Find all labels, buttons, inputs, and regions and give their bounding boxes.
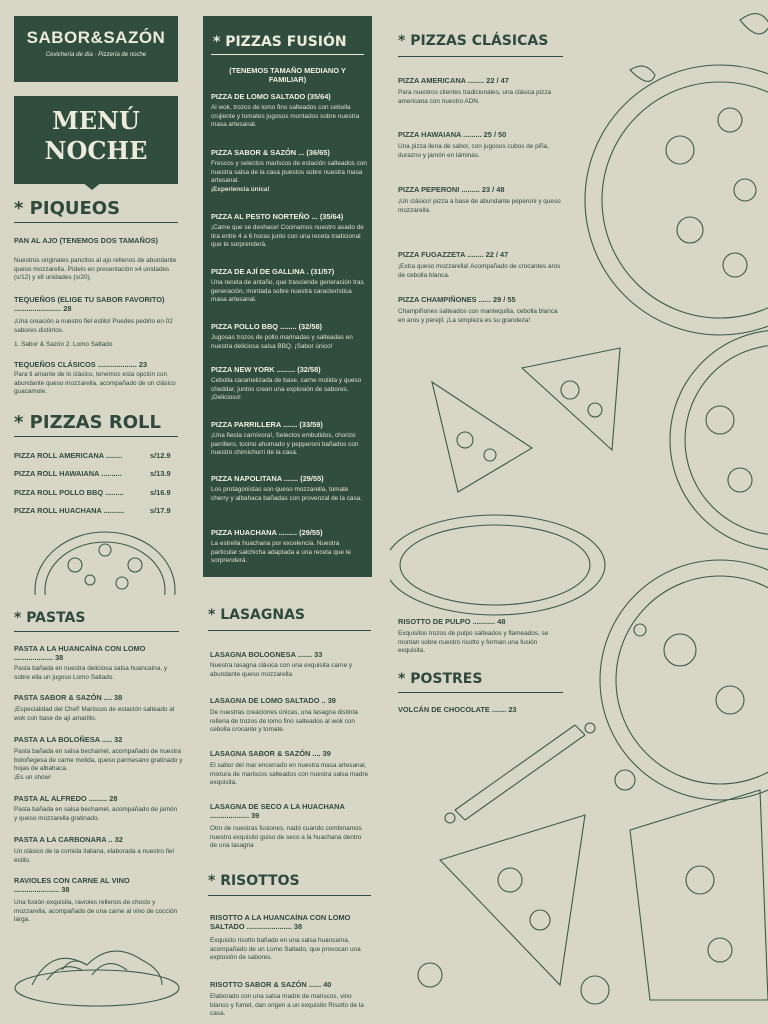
clasica-item-desc: Una pizza llena de sabor, con jugosos cubos de piña, durazno y jamón en láminas. (398, 143, 549, 159)
lasagna-item-name: LASAGNA BOLOGNESA ....... 33 (210, 650, 323, 659)
clasica-item-name: PIZZA FUGAZZETA ........ 22 / 47 (398, 250, 509, 259)
fusion-item-name: PIZZA PARRILLERA ....... (33/59) (211, 420, 323, 429)
fusion-item-name: PIZZA SABOR & SAZÓN ... (36/65) (211, 148, 330, 157)
fusion-item-desc: Jugosas trozos de pollo marinadas y salteadas en nuestra deliciosa salsa BBQ. ¡Sabor único! (211, 334, 353, 350)
postres-rule (398, 692, 563, 693)
pizzas-fusion-rule (211, 54, 364, 55)
brand-logo (14, 16, 178, 82)
clasica-item-name: PIZZA AMERICANA ........ 22 / 47 (398, 76, 509, 85)
pizzas-clasicas-heading: * PIZZAS CLÁSICAS (398, 33, 549, 49)
clasica-item-name: PIZZA PEPERONI ......... 23 / 48 (398, 185, 505, 194)
risotto-item-desc: Exquisito risotto bañado en una salsa huancaína, acompañado de un Lomo Saltado, que provocan una explosión de sabores. (210, 937, 361, 962)
pasta-item-name: PASTA AL ALFREDO ......... 28 (14, 794, 118, 803)
brand-tagline: Cevichería de día · Pizzería de noche (45, 52, 147, 58)
fusion-item-desc: Una receta de antaño, que trasciende generación tras generación, montada sobre nuestra característica masa artesanal. (211, 279, 364, 304)
pizzas-fusion-note: (TENEMOS TAMAÑO MEDIANO Y FAMILIAR) (229, 66, 346, 84)
fusion-item-desc: Al wok, trozos de lomo fino salteados con cebolla crujiente y tomates jugosos montados sobre nuestra masa artesanal. (211, 104, 360, 129)
fusion-item-desc: Cebolla caramelizada de base, carne molida y queso cheddar, juntos crean una explosión de sabores. ¡Delicioso! (211, 377, 362, 402)
fusion-item-desc: Frescos y selectos mariscos de estación salteados con nuestra salsa de la casa puestos sobre nuestra masa artesanal. (211, 160, 367, 185)
fusion-item-desc: ¡Una fiesta carnívora!, Selectos embutidos, chorizo parrillero, tocino ahumado y pepperoni bañados con nuestro chimichurri de la casa. (211, 432, 359, 457)
roll-item-name: PIZZA ROLL HAWAIANA .......... (14, 469, 122, 478)
lasagna-item-desc: De nuestras creaciones únicas, una lasagna distinta rellena de trozos de lomo fino salteados al wok con cebolla crocante y tomate. (210, 709, 358, 734)
pasta-item-desc: Un clásico de la comida italiana, elaborada a nuestro fiel estilo. (14, 848, 174, 864)
pasta-item-name: PASTA A LA CARBONARA .. 32 (14, 835, 123, 844)
clasica-item-desc: Champiñones salteados con mantequilla, cebolla blanca en aros y perejil. ¡La simpleza es su grandeza! (398, 308, 558, 324)
pastas-rule (14, 631, 179, 632)
piqueo-item-desc: ¡Una creación a nuestro fiel estilo! Puedes pedirlo en 02 sabores distintos. (14, 318, 173, 334)
clasica-item-desc: Para nuestros clientes tradicionales, una clásica pizza americana con nuestro ADN. (398, 89, 552, 105)
piqueo-item-desc: Para ti amante de lo clásico, tenemos esta opción con abundante queso mozzarella, acompañado de un clásico guacamole. (14, 371, 176, 396)
pasta-item-desc: Pasta bañada en salsa bechamel, acompañado de jamón y queso mozzarella gratinado. (14, 806, 178, 822)
piqueo-item-name: TEQUEÑOS CLÁSICOS ................... 23 (14, 360, 148, 369)
pizza-illustrations (390, 0, 768, 1024)
postres-heading: * POSTRES (398, 671, 483, 687)
clasica-item-name: PIZZA CHAMPIÑONES ...... 29 / 55 (398, 295, 516, 304)
pizzas-roll-heading: * PIZZAS ROLL (14, 412, 161, 433)
risottos-rule (208, 895, 371, 896)
roll-item-price: s/12.9 (150, 451, 171, 460)
lasagna-item-desc: Nuestra lasagna clásica con una exquisita carne y abundante queso mozzarella (210, 662, 353, 678)
roll-item-price: s/13.9 (150, 469, 171, 478)
lasagna-item-name: LASAGNA DE LOMO SALTADO .. 39 (210, 696, 336, 705)
pasta-item-desc: Una fusión exquisita, ravioles rellenos de choclo y mozzarella, acompañado de una carne al vino de cocción larga. (14, 899, 178, 924)
fusion-item-name: PIZZA HUACHANA ......... (29/55) (211, 528, 323, 537)
roll-item-price: s/16.9 (150, 488, 171, 497)
brand-name: SABOR&SAZÓN (26, 28, 166, 47)
fusion-item-highlight: ¡Experiencia única! (211, 186, 270, 193)
lasagna-item-desc: El sabor del mar encerrado en nuestra masa artesanal, mixtura de mariscos salteados con nuestra salsa madre exquisita. (210, 762, 369, 787)
pasta-item-name: PASTA SABOR & SAZÓN .... 38 (14, 693, 123, 702)
risotto-item-name: RISOTTO SABOR & SAZÓN ...... 40 (210, 980, 332, 989)
pizza-sketch-left (30, 525, 180, 595)
pastas-heading: * PASTAS (14, 610, 86, 626)
clasica-item-desc: ¡Un clásico! pizza a base de abundante peperoni y queso mozzarella. (398, 198, 561, 214)
fusion-item-name: PIZZA NEW YORK ......... (32/58) (211, 365, 321, 374)
clasica-item-desc: ¡Extra queso mozzarella! Acompañado de crocantes aros de cebolla blanca. (398, 263, 561, 279)
fusion-item-name: PIZZA NAPOLITANA ....... (29/55) (211, 474, 324, 483)
menu-title-line2: NOCHE (44, 136, 148, 165)
risottos-heading: * RISOTTOS (208, 873, 300, 889)
pasta-item-name: RAVIOLES CON CARNE AL VINO ...................... 38 (14, 876, 130, 894)
risotto-item-desc: Elaborado con una salsa madre de mariscos, vino blanco y fumet, dan origen a un exquisito Risotto de la casa. (210, 993, 364, 1018)
menu-title-line1: MENÚ (52, 106, 140, 135)
pasta-item-desc: Pasta bañada en salsa bechamel, acompañado de nuestra boloñegesa de carne molida, queso parmesano gratinado y hojas de albahaca. (14, 748, 183, 773)
fusion-item-name: PIZZA DE AJÍ DE GALLINA . (31/57) (211, 267, 335, 276)
piqueo-item-options: 1. Sabor & Sazón 2. Lomo Saltado (14, 341, 113, 348)
pizzas-fusion-panel (203, 16, 372, 577)
roll-item-name: PIZZA ROLL HUACHANA .......... (14, 506, 125, 515)
pasta-plate-sketch (12, 940, 182, 1010)
fusion-item-desc: La estrella huachana por excelencia. Nuestra particular salchicha adaptada a una receta que te sorprenderá. (211, 540, 351, 565)
roll-item-name: PIZZA ROLL POLLO BBQ ......... (14, 488, 124, 497)
lasagna-item-name: LASAGNA DE SECO A LA HUACHANA ................... 39 (210, 802, 345, 820)
pizzas-fusion-heading: * PIZZAS FUSIÓN (213, 34, 347, 50)
piqueo-item-name: PAN AL AJO (TENEMOS DOS TAMAÑOS) (14, 236, 158, 245)
fusion-item-desc: ¡Came que se deshace! Cocinamos nuestro asado de tira entre 4 a 6 horas junto con una receta tradicional que te sorprenderá. (211, 224, 364, 249)
lasagna-item-desc: Otro de nuestras fusiones, nadó cuando combinamos nuestro exquisito guiso de seco a la huachana dentro de una lasagna (210, 825, 362, 850)
menu-title-box (14, 96, 178, 184)
fusion-item-name: PIZZA AL PESTO NORTEÑO ... (35/64) (211, 212, 344, 221)
pasta-item-name: PASTA A LA BOLOÑESA ..... 32 (14, 735, 123, 744)
pasta-item-name: PASTA A LA HUANCAÍNA CON LOMO ................... 38 (14, 644, 146, 662)
risotto-item-desc: Exquisitos trozos de pulpo salteados y flameados, se montan sobre nuestro risotto y forman una fusión exquisita. (398, 630, 549, 655)
piqueo-item-name: TEQUEÑOS (ELIGE TU SABOR FAVORITO) ....................... 28 (14, 295, 165, 313)
clasica-item-name: PIZZA HAWAIANA ......... 25 / 50 (398, 130, 507, 139)
risotto-item-name: RISOTTO A LA HUANCAÍNA CON LOMO SALTADO ...................... 38 (210, 913, 351, 931)
fusion-item-desc: Los protagonistas son queso mozzarella, tomate cherry y albahaca bañadas con provenzal de la casa. (211, 486, 362, 502)
piqueos-heading: * PIQUEOS (14, 198, 121, 219)
menu-title-notch (82, 182, 102, 190)
lasagna-item-name: LASAGNA SABOR & SAZÓN .... 39 (210, 749, 331, 758)
pizzas-roll-rule (14, 436, 178, 437)
piqueo-item-desc: Nuestros originales pancitos al ajo rellenos de abundante queso mozzarella. Pídelo en presentación x4 unidades (s/12) y x8 unidades (s/20). (14, 257, 177, 282)
pasta-item-highlight: ¡Es un show! (14, 774, 51, 781)
postre-item-name: VOLCÁN DE CHOCOLATE ....... 23 (398, 705, 517, 714)
fusion-item-name: PIZZA DE LOMO SALTADO (35/64) (211, 92, 331, 101)
pasta-item-desc: ¡Especialidad del Chef! Mariscos de estación salteado al wok con base de ají amarillo. (14, 706, 175, 722)
lasagnas-rule (208, 630, 371, 631)
fusion-item-name: PIZZA POLLO BBQ ........ (32/58) (211, 322, 323, 331)
piqueos-rule (14, 222, 178, 223)
lasagnas-heading: * LASAGNAS (208, 607, 305, 623)
risotto-item-name: RISOTTO DE PULPO ........... 48 (398, 617, 506, 626)
pasta-item-desc: Pasta bañada en nuestra deliciosa salsa huancaína, y sobre ella un jugoso Lomo Saltado. (14, 665, 168, 681)
roll-item-name: PIZZA ROLL AMERICANA ........ (14, 451, 123, 460)
roll-item-price: s/17.9 (150, 506, 171, 515)
